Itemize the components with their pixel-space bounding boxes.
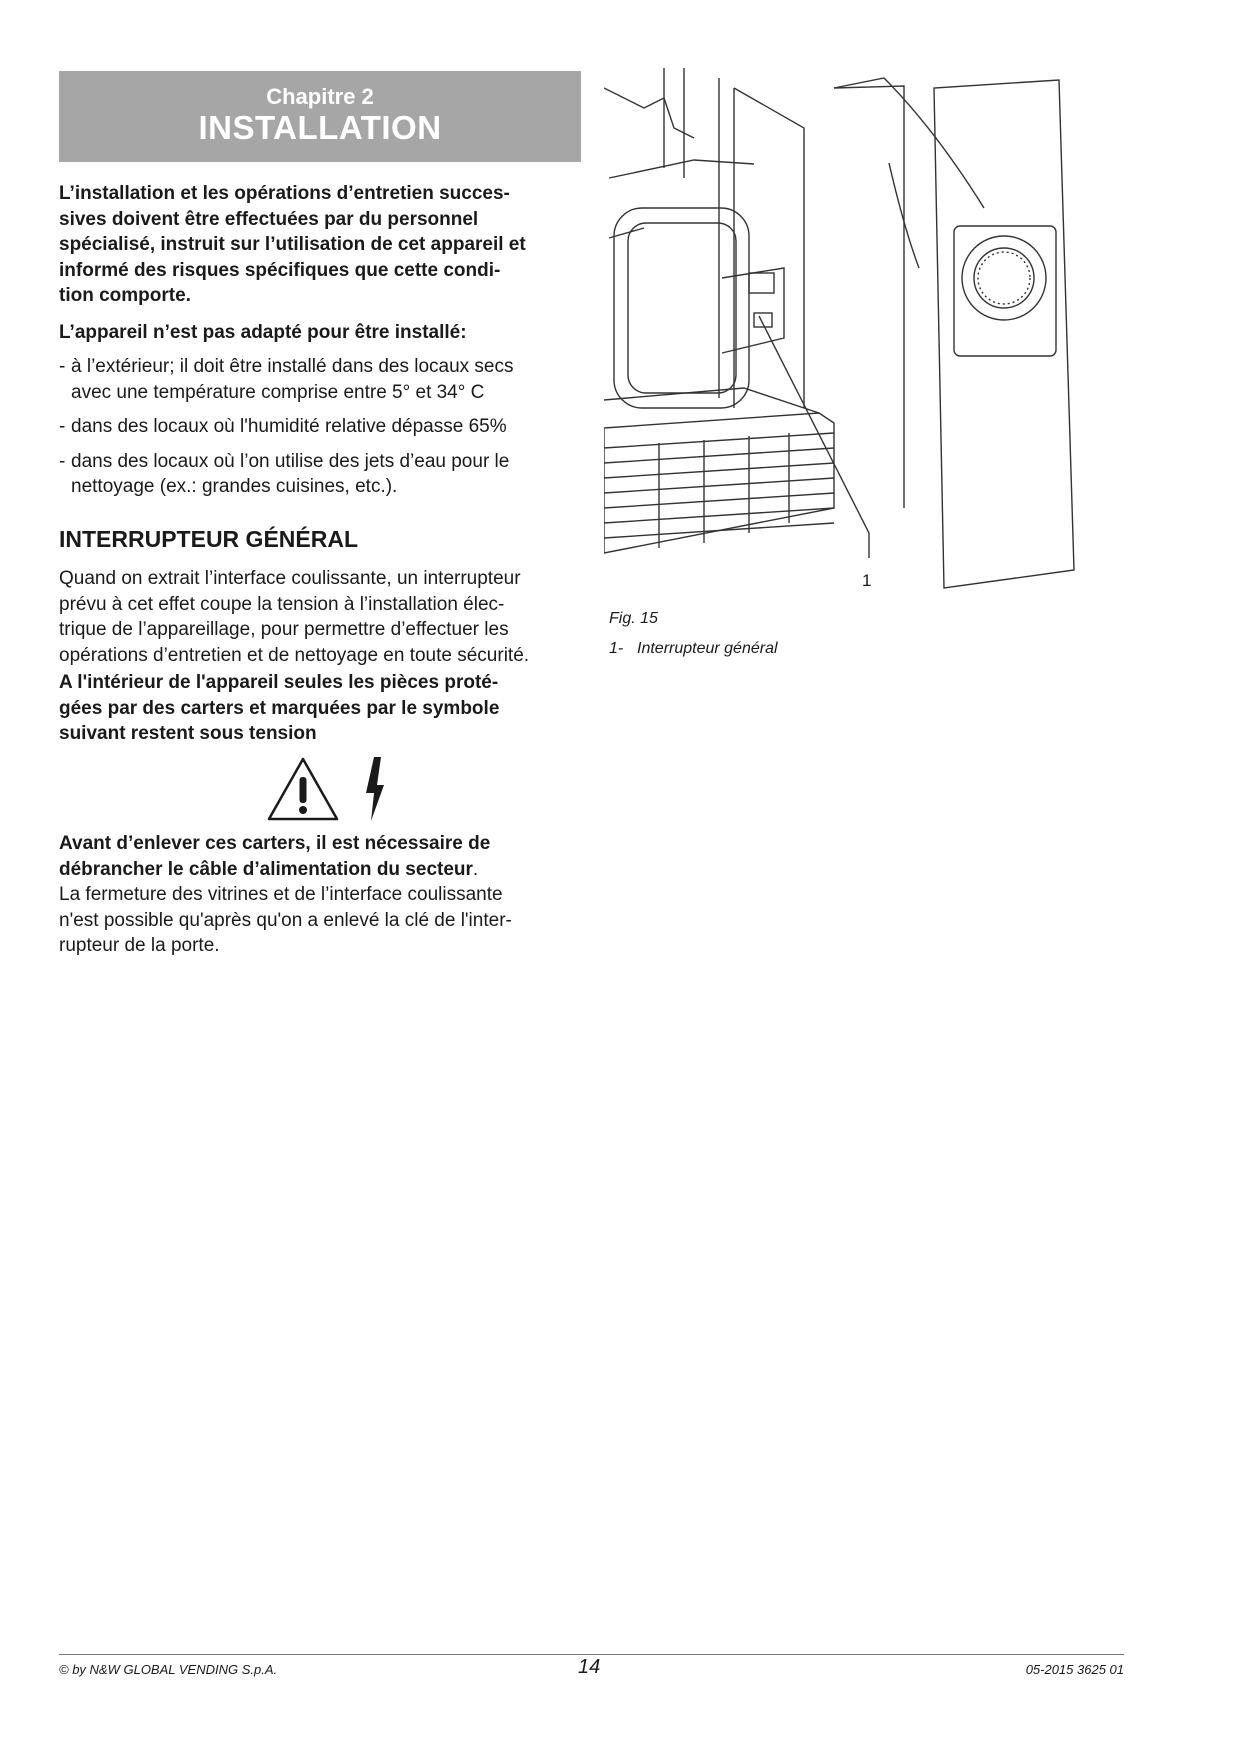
before-removing-line [59, 857, 589, 883]
intro-paragraph [59, 181, 589, 309]
footer-copyright: © by N&W GLOBAL VENDING S.p.A. [59, 1662, 278, 1677]
chapter-header [59, 71, 581, 162]
footer-divider [59, 1654, 1124, 1655]
footer-doc-code: 05-2015 3625 01 [1025, 1662, 1124, 1677]
period: . [472, 858, 479, 880]
list-item-line: à l’extérieur; il doit être installé dans des locaux secs [71, 356, 514, 377]
not-suited-text: L’appareil n’est pas adapté pour être installé: [59, 322, 467, 343]
section-title: INTERRUPTEUR GÉNÉRAL [59, 526, 359, 552]
before-removing-text: débrancher le câble d’alimentation du secteur [59, 858, 473, 880]
not-suited-heading [59, 320, 589, 346]
switch-line: opérations d’entretien et de nettoyage en toute sécurité. [59, 644, 530, 666]
before-removing-line [59, 831, 589, 857]
hazard-symbols [265, 755, 405, 823]
live-parts-line: gées par des carters et marquées par le symbole [59, 697, 500, 719]
closing-paragraph [59, 831, 589, 959]
lightning-bolt-icon [360, 755, 390, 823]
switch-paragraph [59, 566, 589, 668]
intro-line: informé des risques spécifiques que cette condi- [59, 259, 501, 281]
live-parts-line: suivant restent sous tension [59, 723, 317, 744]
list-item-line: nettoyage (ex.: grandes cuisines, etc.). [71, 476, 398, 497]
switch-line: prévu à cet effet coupe la tension à l’installation élec- [59, 593, 505, 615]
list-dash: - [59, 356, 66, 377]
intro-line: L’installation et les opérations d’entretien succes- [59, 183, 510, 204]
legend-text: Interrupteur général [637, 640, 778, 657]
list-item-line: avec une température comprise entre 5° et 34° C [71, 381, 485, 403]
closing-line: La fermeture des vitrines et de l’interface coulissante [59, 884, 503, 905]
intro-line: spécialisé, instruit sur l’utilisation de cet appareil et [59, 234, 526, 255]
closing-line: rupteur de la porte. [59, 935, 220, 956]
list-item-line: dans des locaux où l’on utilise des jets d’eau pour le [71, 450, 510, 472]
live-parts-line: A l'intérieur de l'appareil seules les pièces proté- [59, 672, 499, 693]
machine-illustration [604, 68, 1124, 598]
chapter-title: INSTALLATION [198, 109, 442, 146]
conditions-list [59, 354, 589, 509]
switch-line: Quand on extrait l’interface coulissante, un interrupteur [59, 568, 521, 589]
legend-number: 1- [609, 640, 624, 657]
switch-line: trique de l’appareillage, pour permettre d’effectuer les [59, 619, 509, 640]
intro-line: tion comporte. [59, 285, 191, 306]
list-item [59, 414, 589, 440]
intro-line: sives doivent être effectuées par du personnel [59, 208, 479, 230]
closing-line: n'est possible qu'après qu'on a enlevé la clé de l'inter- [59, 909, 512, 931]
live-parts-paragraph [59, 670, 589, 747]
chapter-label: Chapitre 2 [266, 84, 374, 109]
list-item [59, 354, 589, 405]
list-dash: - [59, 450, 66, 472]
figure-legend [609, 640, 778, 658]
figure-callout: 1 [862, 571, 872, 590]
list-dash: - [59, 416, 66, 437]
list-item [59, 449, 589, 500]
figure-caption: Fig. 15 [609, 610, 658, 627]
before-removing-text: Avant d’enlever ces carters, il est nécessaire de [59, 833, 491, 854]
list-item-line: dans des locaux où l'humidité relative dépasse 65% [71, 416, 507, 437]
vending-machine-drawing [604, 68, 1124, 598]
page-number: 14 [578, 1656, 601, 1678]
